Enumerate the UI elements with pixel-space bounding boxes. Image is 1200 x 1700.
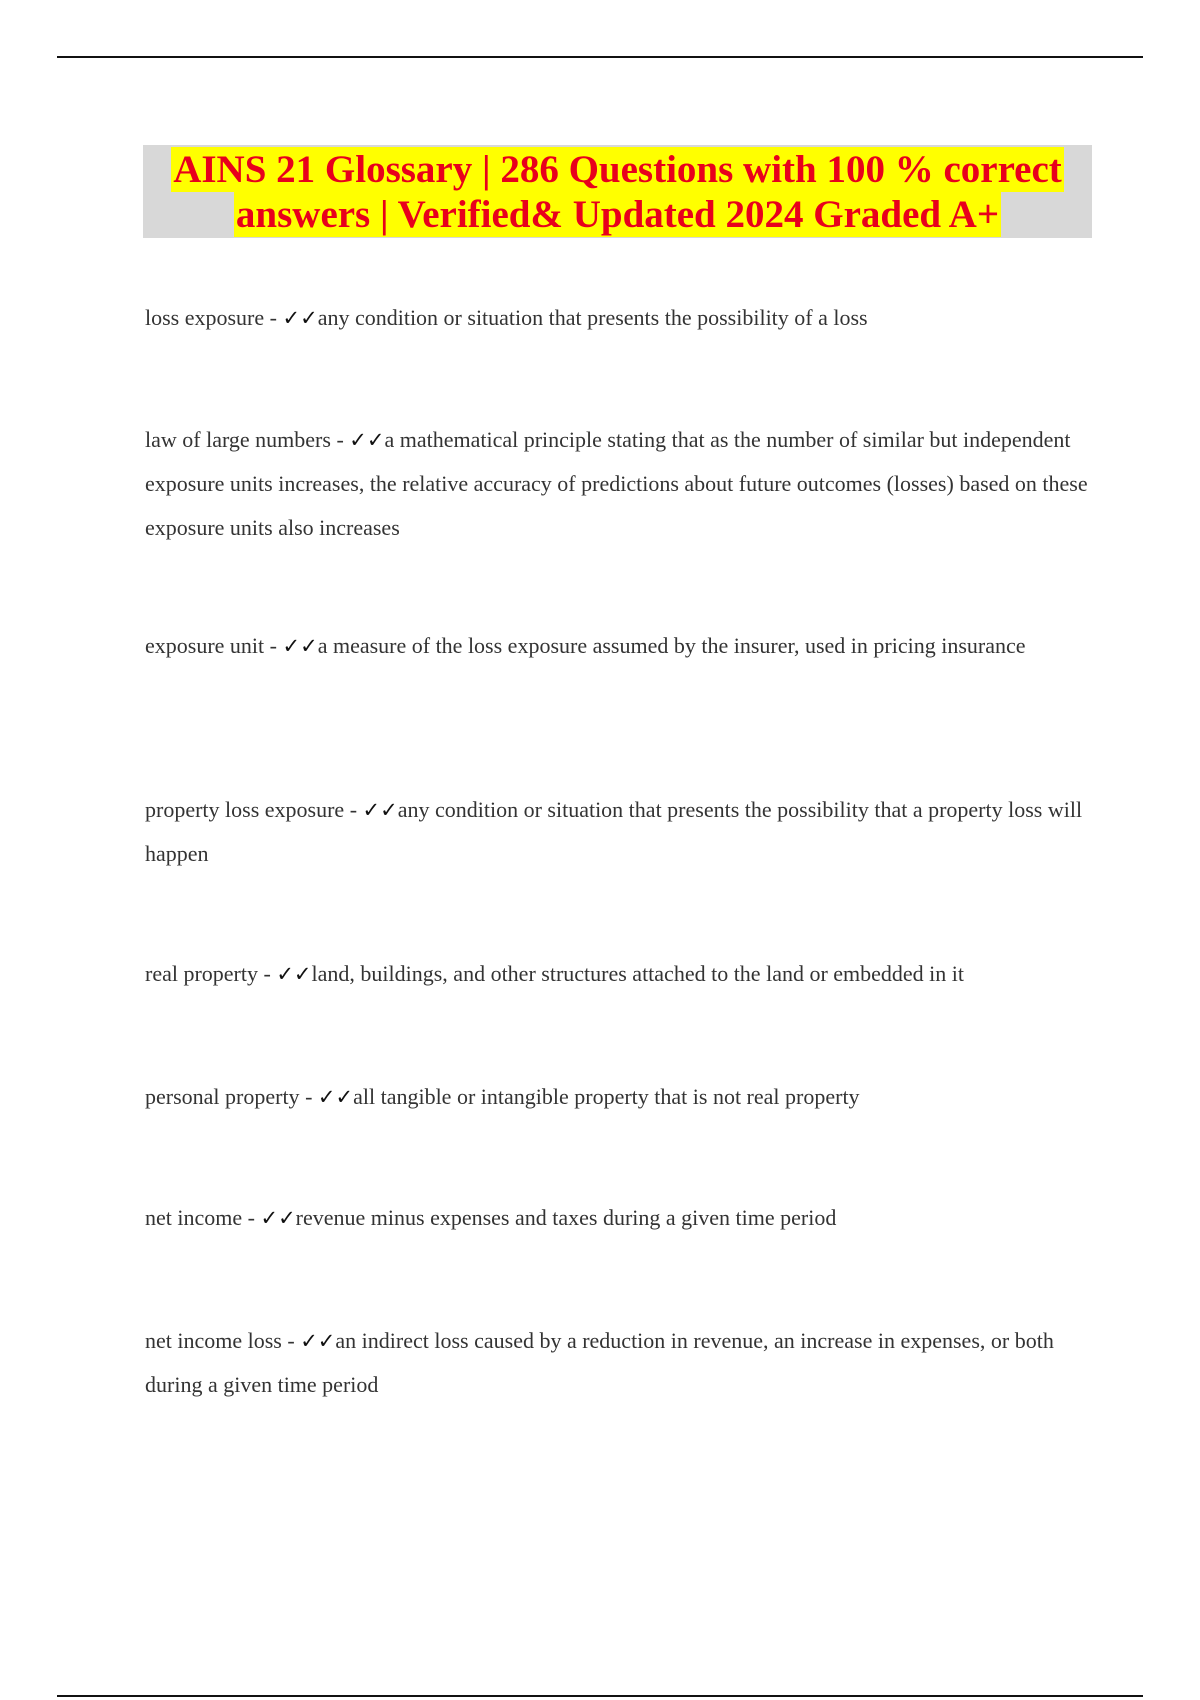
entry-separator: - <box>258 961 277 986</box>
entry-term: exposure unit <box>145 633 265 658</box>
check-icon: ✓✓ <box>362 798 398 822</box>
title-line-2: answers | Verified& Updated 2024 Graded A+ <box>235 192 1000 236</box>
entry-term: property loss exposure <box>145 797 345 822</box>
entry-term: net income loss <box>145 1328 282 1353</box>
glossary-entry <box>145 1196 1105 1240</box>
entry-separator: - <box>281 1328 301 1353</box>
entry-term: loss exposure <box>145 305 265 330</box>
entry-definition: revenue minus expenses and taxes during a given time period <box>295 1205 837 1230</box>
check-icon: ✓✓ <box>260 1206 296 1230</box>
check-icon: ✓✓ <box>282 306 318 330</box>
title-line-1: AINS 21 Glossary | 286 Questions with 100 % correct <box>173 147 1062 191</box>
entry-separator: - <box>264 305 283 330</box>
entry-definition: a mathematical principle stating that as the number of similar but independent exposure units increases, the relative accuracy of predictions about future outcomes (losses) based on these exposure units also increases <box>145 427 1088 540</box>
entry-separator: - <box>264 633 283 658</box>
glossary-entry <box>145 296 1105 340</box>
check-icon: ✓✓ <box>300 1329 336 1353</box>
glossary-entry <box>145 1319 1105 1407</box>
top-rule <box>57 56 1143 58</box>
entry-definition: an indirect loss caused by a reduction in revenue, an increase in expenses, or both during a given time period <box>145 1328 1054 1397</box>
entry-term: real property <box>145 961 258 986</box>
entry-definition: any condition or situation that presents the possibility that a property loss will happen <box>145 797 1083 866</box>
bottom-rule <box>57 1695 1143 1697</box>
entry-separator: - <box>242 1205 261 1230</box>
glossary-entry <box>145 788 1105 876</box>
check-icon: ✓✓ <box>276 962 312 986</box>
glossary-entry <box>145 624 1105 668</box>
entry-separator: - <box>344 797 363 822</box>
entry-separator: - <box>330 427 350 452</box>
document-title <box>143 145 1092 238</box>
check-icon: ✓✓ <box>317 1085 354 1109</box>
check-icon: ✓✓ <box>282 634 318 658</box>
glossary-entry <box>145 1075 1105 1119</box>
entry-term: law of large numbers <box>145 427 331 452</box>
check-icon: ✓✓ <box>349 428 385 452</box>
entry-separator: - <box>299 1084 318 1109</box>
entry-definition: all tangible or intangible property that is not real property <box>353 1084 860 1109</box>
entry-definition: a measure of the loss exposure assumed by the insurer, used in pricing insurance <box>317 633 1026 658</box>
entry-term: personal property <box>145 1084 300 1109</box>
entry-definition: any condition or situation that presents the possibility of a loss <box>317 305 868 330</box>
glossary-entry <box>145 952 1105 996</box>
glossary-entry <box>145 418 1105 550</box>
entry-term: net income <box>145 1205 243 1230</box>
entry-definition: land, buildings, and other structures attached to the land or embedded in it <box>311 961 965 986</box>
